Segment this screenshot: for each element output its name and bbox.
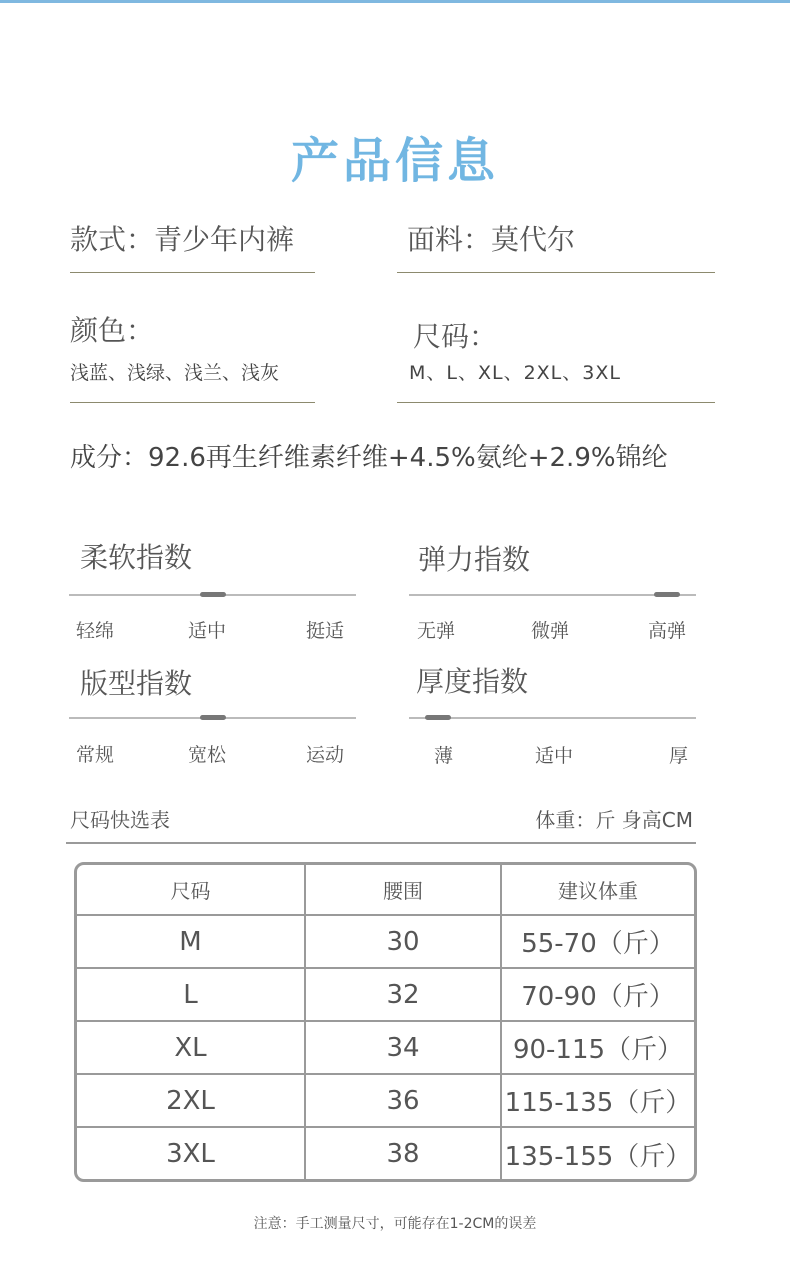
index-tick: 挺适	[306, 620, 345, 642]
quick-select-label: 尺码快选表	[70, 808, 170, 832]
table-cell: 135-155（斤）	[501, 1127, 694, 1180]
table-cell: 90-115（斤）	[501, 1021, 694, 1074]
index-tick: 无弹	[417, 620, 456, 642]
divider	[397, 272, 715, 273]
table-cell: 30	[305, 915, 501, 968]
index-marker	[654, 592, 680, 597]
table-cell: 32	[305, 968, 501, 1021]
index-tick: 适中	[188, 620, 227, 642]
table-cell: 34	[305, 1021, 501, 1074]
index-track	[409, 717, 696, 719]
table-cell: 2XL	[77, 1074, 305, 1127]
divider	[66, 842, 696, 844]
table-header-cell: 建议体重	[501, 865, 694, 915]
index-track	[409, 594, 696, 596]
table-header-row	[77, 865, 694, 915]
table-cell: XL	[77, 1021, 305, 1074]
index-tick: 适中	[535, 745, 574, 767]
table-row	[77, 915, 694, 968]
index-marker	[425, 715, 451, 720]
table-row	[77, 1074, 694, 1127]
index-marker	[200, 592, 226, 597]
quick-select-units: 体重：斤 身高CM	[535, 808, 693, 832]
table-cell: 70-90（斤）	[501, 968, 694, 1021]
composition-text: 成分：92.6再生纤维素纤维+4.5%氨纶+2.9%锦纶	[70, 443, 668, 473]
table-row	[77, 968, 694, 1021]
index-tick: 薄	[434, 745, 454, 767]
page-title: 产品信息	[290, 133, 499, 189]
table-cell: 3XL	[77, 1127, 305, 1180]
index-title: 柔软指数	[80, 541, 193, 574]
table-cell: L	[77, 968, 305, 1021]
index-tick: 厚	[669, 745, 689, 767]
top-accent-line	[0, 0, 790, 3]
index-tick: 运动	[306, 744, 345, 766]
size-field-label: 尺码：	[413, 320, 498, 353]
size-table	[74, 862, 697, 1182]
table-cell: 38	[305, 1127, 501, 1180]
color-field-label: 颜色：	[70, 314, 155, 347]
index-title: 弹力指数	[418, 543, 531, 576]
size-field-values: M、L、XL、2XL、3XL	[409, 362, 621, 384]
measurement-note: 注意：手工测量尺寸，可能存在1-2CM的误差	[253, 1216, 537, 1232]
index-title: 厚度指数	[416, 665, 529, 698]
color-field-values: 浅蓝、浅绿、浅兰、浅灰	[70, 362, 280, 384]
index-title: 版型指数	[80, 667, 193, 700]
table-cell: 55-70（斤）	[501, 915, 694, 968]
index-tick: 宽松	[188, 744, 227, 766]
table-cell: 36	[305, 1074, 501, 1127]
divider	[70, 402, 315, 403]
divider	[397, 402, 715, 403]
index-tick: 轻绵	[76, 620, 115, 642]
table-header-cell: 腰围	[305, 865, 501, 915]
table-row	[77, 1021, 694, 1074]
table-cell: M	[77, 915, 305, 968]
style-field: 款式：青少年内裤	[70, 223, 295, 256]
divider	[70, 272, 315, 273]
table-header-cell: 尺码	[77, 865, 305, 915]
fabric-field: 面料：莫代尔	[407, 223, 576, 256]
index-tick: 微弹	[531, 620, 570, 642]
index-marker	[200, 715, 226, 720]
index-tick: 高弹	[648, 620, 687, 642]
table-row	[77, 1127, 694, 1180]
index-tick: 常规	[76, 744, 115, 766]
table-cell: 115-135（斤）	[501, 1074, 694, 1127]
